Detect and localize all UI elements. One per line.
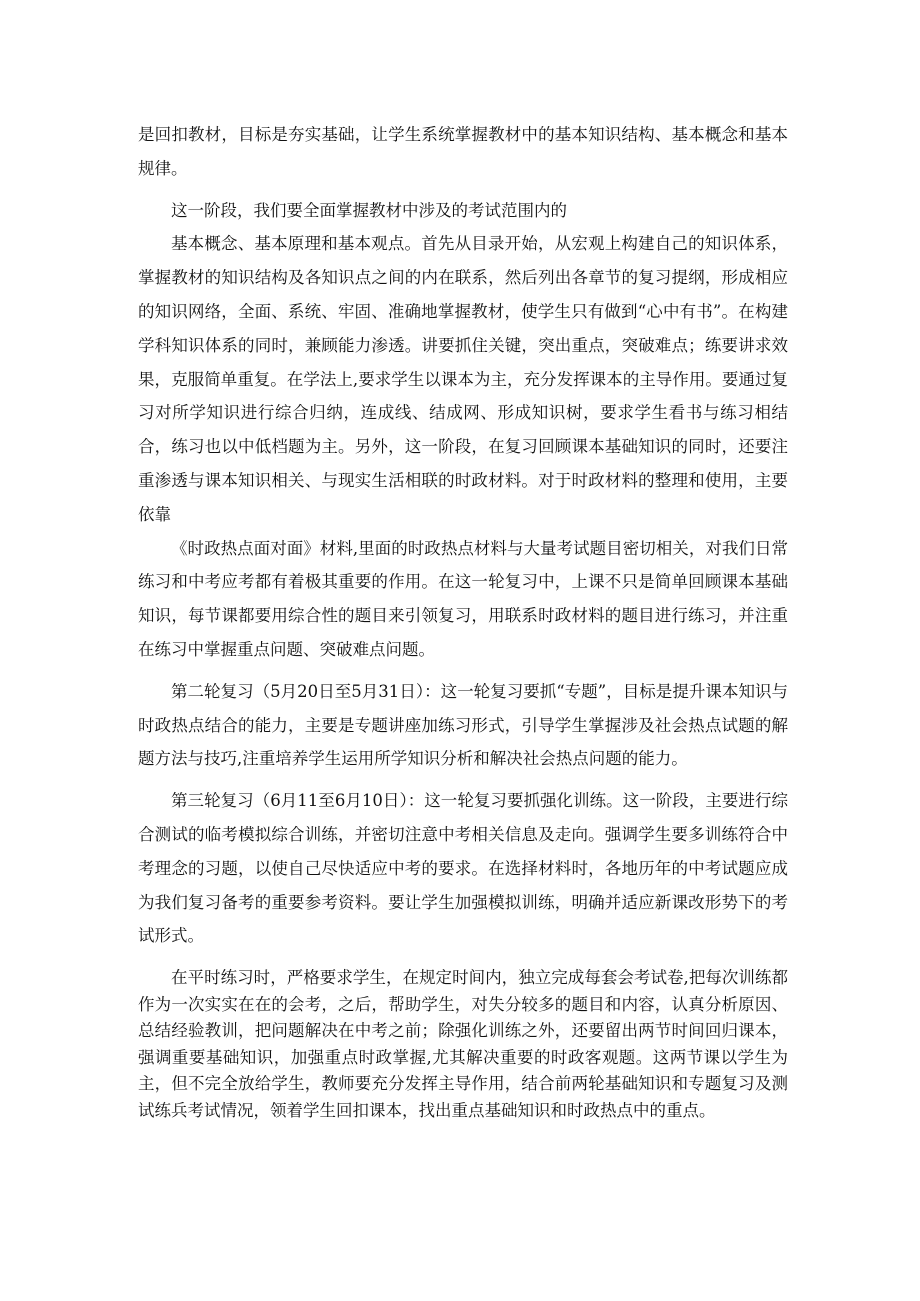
paragraph-4: 《时政热点面对面》材料,里面的时政热点材料与大量考试题目密切相关，对我们日常练习和中考应考都有着极其重要的作用。在这一轮复习中，上课不只是简单回顾课本基础知识，每节课都要用综合性的题目来引领复习，用联系时政材料的题目进行练习，并注重在练习中掌握重点问题、突破难点问题。 [138,538,788,659]
paragraph-2: 这一阶段，我们要全面掌握教材中涉及的考试范围内的 [171,200,567,220]
paragraph-3: 基本概念、基本原理和基本观点。首先从目录开始，从宏观上构建自己的知识体系，掌握教材的知识结构及各知识点之间的内在联系，然后列出各章节的复习提纲，形成相应的知识网络，全面、系统、牢固、准确地掌握教材，使学生只有做到“心中有书”。在构建学科知识体系的同时，兼顾能力渗透。讲要抓住关键，突出重点，突破难点；练要讲求效果，克服简单重复。在学法上,要求学生以课本为主，充分发挥课本的主导作用。要通过复习对所学知识进行综合归纳，连成线、结成网、形成知识树，要求学生看书与练习相结合，练习也以中低档题为主。另外，这一阶段，在复习回顾课本基础知识的同时，还要注重渗透与课本知识相关、与现实生活相联的时政材料。对于时政材料的整理和使用，主要依靠 [138,234,788,524]
paragraph-6: 第三轮复习（6月11至6月10日）：这一轮复习要抓强化训练。这一阶段，主要进行综合测试的临考模拟综合训练，并密切注意中考相关信息及走向。强调学生要多训练符合中考理念的习题，以使自己尽快适应中考的要求。在选择材料时，各地历年的中考试题应成为我们复习备考的重要参考资料。要让学生加强模拟训练，明确并适应新课改形势下的考试形式。 [138,791,788,946]
closing-text-block [138,965,788,1124]
paragraph-1: 是回扣教材，目标是夯实基础，让学生系统掌握教材中的基本知识结构、基本概念和基本规律。 [138,125,788,178]
main-text-block [138,118,788,953]
paragraph-7: 在平时练习时，严格要求学生，在规定时间内，独立完成每套会考试卷,把每次训练都作为一次实实在在的会考，之后，帮助学生，对失分较多的题目和内容，认真分析原因、总结经验教训，把问题解决在中考之前；除强化训练之外，还要留出两节时间回归课本，强调重要基础知识，加强重点时政掌握,尤其解决重要的时政客观题。这两节课以学生为主，但不完全放给学生，教师要充分发挥主导作用，结合前两轮基础知识和专题复习及测试练兵考试情况，领着学生回扣课本，找出重点基础知识和时政热点中的重点。 [138,968,788,1120]
paragraph-5: 第二轮复习（5月20日至5月31日）：这一轮复习要抓“专题”，目标是提升课本知识与时政热点结合的能力，主要是专题讲座加练习形式，引导学生掌握涉及社会热点试题的解题方法与技巧,注重培养学生运用所学知识分析和解决社会热点问题的能力。 [138,681,788,769]
